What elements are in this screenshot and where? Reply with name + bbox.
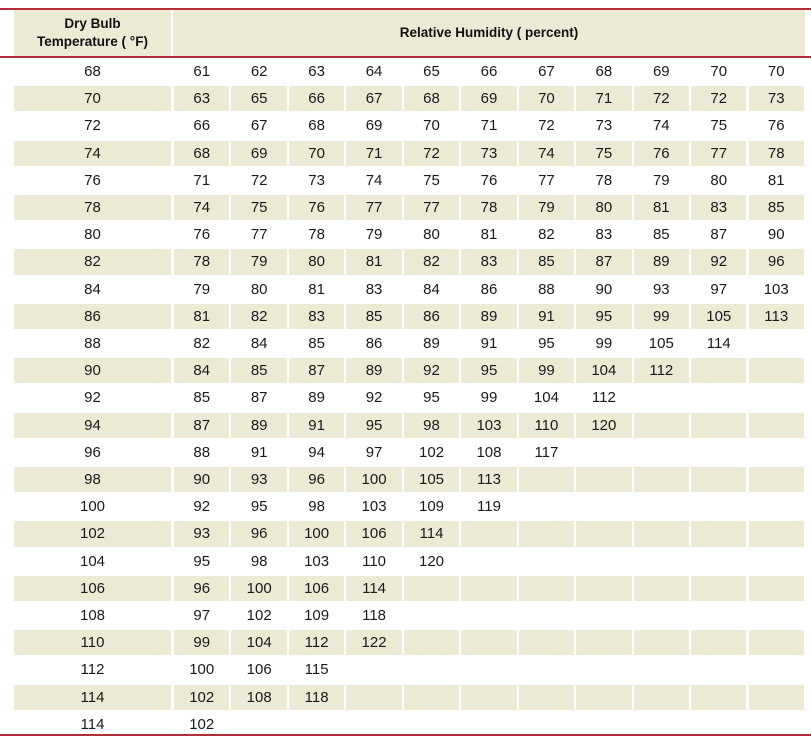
heat-index-value-cell: 72 — [652, 90, 670, 108]
heat-index-value-cell: 68 — [595, 63, 613, 80]
heat-index-value-cell: 103 — [304, 552, 330, 570]
heat-index-value-cell: 95 — [480, 362, 498, 380]
heat-index-value-cell: 71 — [365, 144, 383, 162]
band-cell — [749, 358, 804, 383]
dry-bulb-temperature-cell: 96 — [84, 443, 101, 461]
heat-index-value-cell: 85 — [365, 307, 383, 325]
heat-index-value-cell: 100 — [361, 471, 387, 488]
heat-index-value-cell: 79 — [652, 171, 670, 189]
heat-index-value-cell: 77 — [423, 199, 440, 216]
heat-index-value-cell: 82 — [250, 307, 268, 325]
heat-index-value-cell: 92 — [710, 253, 728, 271]
heat-index-value-cell: 87 — [710, 226, 728, 244]
heat-index-value-cell: 76 — [767, 117, 785, 135]
band-cell — [691, 630, 746, 655]
heat-index-value-cell: 76 — [480, 171, 498, 189]
heat-index-value-cell: 70 — [308, 144, 325, 162]
heat-index-value-cell: 106 — [304, 579, 330, 597]
heat-index-value-cell: 88 — [193, 443, 211, 461]
heat-index-value-cell: 78 — [767, 144, 785, 162]
heat-index-value-cell: 99 — [480, 389, 498, 407]
heat-index-value-cell: 98 — [423, 416, 440, 434]
heat-index-value-cell: 75 — [250, 199, 268, 216]
heat-index-value-cell: 91 — [250, 443, 268, 461]
band-cell — [749, 630, 804, 655]
band-cell — [576, 685, 631, 710]
heat-index-value-cell: 80 — [710, 171, 728, 189]
band-cell — [576, 467, 631, 492]
heat-index-value-cell: 80 — [595, 199, 613, 216]
heat-index-value-cell: 73 — [480, 144, 498, 162]
heat-index-value-cell: 75 — [710, 117, 728, 135]
heat-index-value-cell: 68 — [423, 90, 440, 108]
dry-bulb-temperature-cell: 68 — [84, 63, 101, 80]
heat-index-value-cell: 105 — [648, 335, 674, 352]
heat-index-value-cell: 81 — [767, 171, 785, 189]
heat-index-value-cell: 117 — [534, 443, 559, 461]
heat-index-value-cell: 77 — [250, 226, 268, 244]
band-cell — [749, 521, 804, 546]
band-cell — [576, 521, 631, 546]
heat-index-value-cell: 75 — [423, 171, 440, 189]
heat-index-value-cell: 85 — [193, 389, 211, 407]
heat-index-value-cell: 114 — [419, 525, 444, 543]
heat-index-value-cell: 90 — [767, 226, 785, 244]
heat-index-value-cell: 108 — [246, 688, 272, 706]
heat-index-value-cell: 82 — [193, 335, 211, 352]
heat-index-value-cell: 114 — [706, 335, 731, 352]
heat-index-value-cell: 81 — [308, 280, 325, 298]
heat-index-value-cell: 69 — [365, 117, 383, 135]
heat-index-value-cell: 104 — [246, 634, 272, 652]
dry-bulb-temperature-cell: 112 — [80, 661, 105, 679]
heat-index-value-cell: 85 — [250, 362, 268, 380]
dry-bulb-temperature-cell: 110 — [80, 634, 105, 652]
heat-index-value-cell: 97 — [710, 280, 728, 298]
band-cell — [519, 630, 574, 655]
heat-index-value-cell: 70 — [767, 63, 785, 80]
heat-index-value-cell: 88 — [538, 280, 555, 298]
heat-index-value-cell: 96 — [767, 253, 785, 271]
heat-index-value-cell: 76 — [308, 199, 325, 216]
heat-index-value-cell: 96 — [308, 471, 325, 488]
heat-index-value-cell: 85 — [538, 253, 555, 271]
band-cell — [691, 358, 746, 383]
heat-index-value-cell: 114 — [362, 579, 387, 597]
heat-index-value-cell: 99 — [538, 362, 555, 380]
heat-index-value-cell: 96 — [193, 579, 211, 597]
dry-bulb-temperature-cell: 98 — [84, 471, 101, 488]
heat-index-value-cell: 104 — [591, 362, 617, 380]
heat-index-value-cell: 120 — [591, 416, 617, 434]
heat-index-value-cell: 100 — [304, 525, 330, 543]
heat-index-value-cell: 95 — [193, 552, 211, 570]
heat-index-value-cell: 79 — [538, 199, 555, 216]
heat-index-value-cell: 82 — [423, 253, 440, 271]
heat-index-value-cell: 78 — [595, 171, 613, 189]
heat-index-value-cell: 86 — [423, 307, 440, 325]
heat-index-value-cell: 110 — [534, 416, 559, 434]
heat-index-value-cell: 109 — [304, 607, 330, 624]
heat-index-value-cell: 74 — [538, 144, 555, 162]
heat-index-value-cell: 68 — [308, 117, 325, 135]
heat-index-value-cell: 73 — [767, 90, 785, 108]
heat-index-value-cell: 100 — [189, 661, 215, 679]
band-cell — [346, 685, 401, 710]
header-relative-humidity-cell — [173, 10, 805, 56]
heat-index-value-cell: 67 — [250, 117, 268, 135]
dry-bulb-temperature-cell: 94 — [84, 416, 101, 434]
band-cell — [691, 685, 746, 710]
heat-index-value-cell: 83 — [365, 280, 383, 298]
heat-index-value-cell: 102 — [189, 715, 215, 733]
heat-index-value-cell: 92 — [193, 498, 211, 516]
heat-index-value-cell: 66 — [308, 90, 325, 108]
heat-index-value-cell: 112 — [304, 634, 329, 652]
heat-index-value-cell: 64 — [365, 63, 383, 80]
heat-index-value-cell: 92 — [423, 362, 440, 380]
heat-index-value-cell: 67 — [365, 90, 383, 108]
heat-index-value-cell: 118 — [304, 688, 329, 706]
heat-index-value-cell: 95 — [250, 498, 268, 516]
dry-bulb-temperature-cell: 106 — [79, 579, 106, 597]
heat-index-value-cell: 89 — [652, 253, 670, 271]
band-cell — [691, 467, 746, 492]
heat-index-value-cell: 97 — [365, 443, 383, 461]
header-dry-bulb-cell — [14, 10, 171, 56]
dry-bulb-temperature-cell: 82 — [84, 253, 101, 271]
dry-bulb-temperature-cell: 70 — [84, 90, 101, 108]
band-cell — [404, 685, 459, 710]
heat-index-value-cell: 115 — [304, 661, 329, 679]
heat-index-value-cell: 75 — [595, 144, 613, 162]
heat-index-value-cell: 85 — [652, 226, 670, 244]
heat-index-value-cell: 110 — [362, 552, 387, 570]
heat-index-value-cell: 74 — [193, 199, 211, 216]
dry-bulb-temperature-cell: 80 — [84, 226, 101, 244]
dry-bulb-temperature-cell: 104 — [79, 552, 106, 570]
band-cell — [749, 576, 804, 601]
heat-index-value-cell: 81 — [365, 253, 383, 271]
band-cell — [691, 413, 746, 438]
dry-bulb-temperature-cell: 92 — [84, 389, 101, 407]
band-cell — [634, 576, 689, 601]
heat-index-value-cell: 97 — [193, 607, 211, 624]
heat-index-value-cell: 63 — [308, 63, 325, 80]
dry-bulb-temperature-cell: 86 — [84, 307, 101, 325]
dry-bulb-temperature-cell: 78 — [84, 199, 101, 216]
band-cell — [404, 576, 459, 601]
heat-index-value-cell: 73 — [308, 171, 325, 189]
heat-index-value-cell: 87 — [250, 389, 268, 407]
heat-index-value-cell: 102 — [189, 688, 215, 706]
band-cell — [576, 576, 631, 601]
heat-index-value-cell: 71 — [193, 171, 211, 189]
heat-index-value-cell: 87 — [595, 253, 613, 271]
heat-index-value-cell: 80 — [423, 226, 440, 244]
heat-index-value-cell: 81 — [480, 226, 498, 244]
heat-index-value-cell: 89 — [365, 362, 383, 380]
heat-index-value-cell: 70 — [423, 117, 440, 135]
heat-index-value-cell: 109 — [419, 498, 445, 516]
heat-index-value-cell: 89 — [480, 307, 498, 325]
dry-bulb-temperature-cell: 108 — [79, 607, 106, 624]
heat-index-value-cell: 98 — [250, 552, 268, 570]
heat-index-value-cell: 91 — [308, 416, 325, 434]
heat-index-value-cell: 81 — [652, 199, 670, 216]
heat-index-value-cell: 91 — [480, 335, 498, 352]
dry-bulb-temperature-cell: 102 — [79, 525, 106, 543]
band-cell — [749, 467, 804, 492]
band-cell — [634, 630, 689, 655]
heat-index-value-cell: 93 — [652, 280, 670, 298]
heat-index-value-cell: 96 — [250, 525, 268, 543]
heat-index-value-cell: 76 — [193, 226, 211, 244]
heat-index-value-cell: 84 — [193, 362, 211, 380]
heat-index-value-cell: 83 — [480, 253, 498, 271]
heat-index-value-cell: 80 — [250, 280, 268, 298]
heat-index-value-cell: 72 — [710, 90, 728, 108]
band-cell — [519, 467, 574, 492]
band-cell — [634, 685, 689, 710]
band-cell — [749, 685, 804, 710]
header-dry-bulb-temperature: Dry Bulb Temperature ( °F) — [37, 16, 148, 49]
heat-index-value-cell: 66 — [480, 63, 498, 80]
heat-index-value-cell: 118 — [362, 607, 387, 624]
heat-index-value-cell: 87 — [193, 416, 211, 434]
heat-index-value-cell: 69 — [250, 144, 268, 162]
heat-index-value-cell: 103 — [476, 416, 502, 434]
heat-index-value-cell: 81 — [193, 307, 211, 325]
dry-bulb-temperature-cell: 76 — [84, 171, 101, 189]
heat-index-value-cell: 83 — [308, 307, 325, 325]
heat-index-value-cell: 73 — [595, 117, 613, 135]
heat-index-value-cell: 119 — [477, 498, 501, 516]
heat-index-value-cell: 71 — [595, 90, 613, 108]
heat-index-value-cell: 95 — [423, 389, 440, 407]
dry-bulb-temperature-cell: 114 — [80, 715, 105, 733]
heat-index-value-cell: 76 — [652, 144, 670, 162]
heat-index-value-cell: 66 — [193, 117, 211, 135]
heat-index-value-cell: 77 — [710, 144, 728, 162]
heat-index-value-cell: 105 — [706, 307, 732, 325]
band-cell — [691, 521, 746, 546]
heat-index-value-cell: 84 — [250, 335, 268, 352]
heat-index-value-cell: 90 — [595, 280, 613, 298]
heat-index-value-cell: 95 — [595, 307, 613, 325]
heat-index-value-cell: 74 — [652, 117, 670, 135]
heat-index-value-cell: 99 — [193, 634, 211, 652]
heat-index-value-cell: 90 — [193, 471, 211, 488]
band-cell — [634, 521, 689, 546]
dry-bulb-temperature-cell: 74 — [84, 144, 101, 162]
heat-index-value-cell: 91 — [538, 307, 555, 325]
band-cell — [404, 630, 459, 655]
heat-index-value-cell: 79 — [250, 253, 268, 271]
heat-index-value-cell: 108 — [476, 443, 502, 461]
dry-bulb-temperature-cell: 72 — [84, 117, 101, 135]
heat-index-value-cell: 82 — [538, 226, 555, 244]
heat-index-value-cell: 68 — [193, 144, 211, 162]
heat-index-value-cell: 78 — [193, 253, 211, 271]
band-cell — [634, 413, 689, 438]
heat-index-value-cell: 98 — [308, 498, 325, 516]
band-cell — [461, 521, 516, 546]
heat-index-value-cell: 120 — [419, 552, 445, 570]
band-cell — [519, 521, 574, 546]
dry-bulb-temperature-cell: 88 — [84, 335, 101, 352]
heat-index-value-cell: 112 — [591, 389, 616, 407]
band-cell — [691, 576, 746, 601]
heat-index-value-cell: 87 — [308, 362, 325, 380]
heat-index-value-cell: 85 — [308, 335, 325, 352]
heat-index-value-cell: 95 — [365, 416, 383, 434]
heat-index-value-cell: 74 — [365, 171, 383, 189]
heat-index-value-cell: 83 — [710, 199, 728, 216]
heat-index-value-cell: 112 — [649, 362, 674, 380]
dry-bulb-temperature-cell: 84 — [84, 280, 101, 298]
heat-index-value-cell: 102 — [419, 443, 445, 461]
heat-index-value-cell: 61 — [193, 63, 211, 80]
heat-index-value-cell: 92 — [365, 389, 383, 407]
band-cell — [461, 685, 516, 710]
heat-index-value-cell: 72 — [250, 171, 268, 189]
heat-index-value-cell: 104 — [533, 389, 559, 407]
band-cell — [749, 413, 804, 438]
heat-index-value-cell: 71 — [480, 117, 498, 135]
heat-index-value-cell: 105 — [419, 471, 445, 488]
heat-index-value-cell: 89 — [423, 335, 440, 352]
dry-bulb-temperature-cell: 90 — [84, 362, 101, 380]
heat-index-value-cell: 77 — [538, 171, 555, 189]
heat-index-value-cell: 84 — [423, 280, 440, 298]
heat-index-value-cell: 79 — [193, 280, 211, 298]
heat-index-value-cell: 93 — [250, 471, 268, 488]
heat-index-value-cell: 72 — [423, 144, 440, 162]
heat-index-value-cell: 78 — [480, 199, 498, 216]
heat-index-value-cell: 63 — [193, 90, 211, 108]
heat-index-value-cell: 103 — [361, 498, 387, 516]
heat-index-value-cell: 94 — [308, 443, 325, 461]
band-cell — [519, 576, 574, 601]
heat-index-value-cell: 86 — [365, 335, 383, 352]
heat-index-value-cell: 69 — [652, 63, 670, 80]
heat-index-value-cell: 93 — [193, 525, 211, 543]
heat-index-value-cell: 72 — [538, 117, 555, 135]
band-cell — [576, 630, 631, 655]
bottom-rule — [0, 734, 811, 736]
heat-index-value-cell: 65 — [423, 63, 440, 80]
heat-index-value-cell: 106 — [361, 525, 387, 543]
heat-index-value-cell: 122 — [361, 634, 387, 652]
heat-index-value-cell: 83 — [595, 226, 613, 244]
heat-index-value-cell: 89 — [250, 416, 268, 434]
heat-index-value-cell: 99 — [595, 335, 613, 352]
dry-bulb-temperature-cell: 114 — [80, 688, 105, 706]
heat-index-value-cell: 70 — [710, 63, 728, 80]
heat-index-value-cell: 95 — [538, 335, 555, 352]
heat-index-value-cell: 100 — [246, 579, 272, 597]
heat-index-value-cell: 67 — [538, 63, 555, 80]
heat-index-value-cell: 113 — [764, 307, 789, 325]
heat-index-value-cell: 65 — [250, 90, 268, 108]
band-cell — [634, 467, 689, 492]
heat-index-value-cell: 62 — [250, 63, 268, 80]
band-cell — [461, 630, 516, 655]
heat-index-value-cell: 89 — [308, 389, 325, 407]
heat-index-value-cell: 70 — [538, 90, 555, 108]
heat-index-value-cell: 106 — [246, 661, 272, 679]
dry-bulb-temperature-cell: 100 — [79, 498, 106, 516]
heat-index-value-cell: 99 — [652, 307, 670, 325]
heat-index-value-cell: 113 — [477, 471, 501, 488]
header-relative-humidity: Relative Humidity ( percent) — [399, 25, 579, 40]
heat-index-value-cell: 79 — [365, 226, 383, 244]
heat-index-value-cell: 69 — [480, 90, 498, 108]
band-cell — [461, 576, 516, 601]
heat-index-value-cell: 86 — [480, 280, 498, 298]
band-cell — [519, 685, 574, 710]
heat-index-value-cell: 78 — [308, 226, 325, 244]
heat-index-value-cell: 102 — [246, 607, 272, 624]
heat-index-value-cell: 85 — [767, 199, 785, 216]
heat-index-value-cell: 80 — [308, 253, 325, 271]
heat-index-value-cell: 77 — [365, 199, 383, 216]
heat-index-value-cell: 103 — [763, 280, 789, 298]
